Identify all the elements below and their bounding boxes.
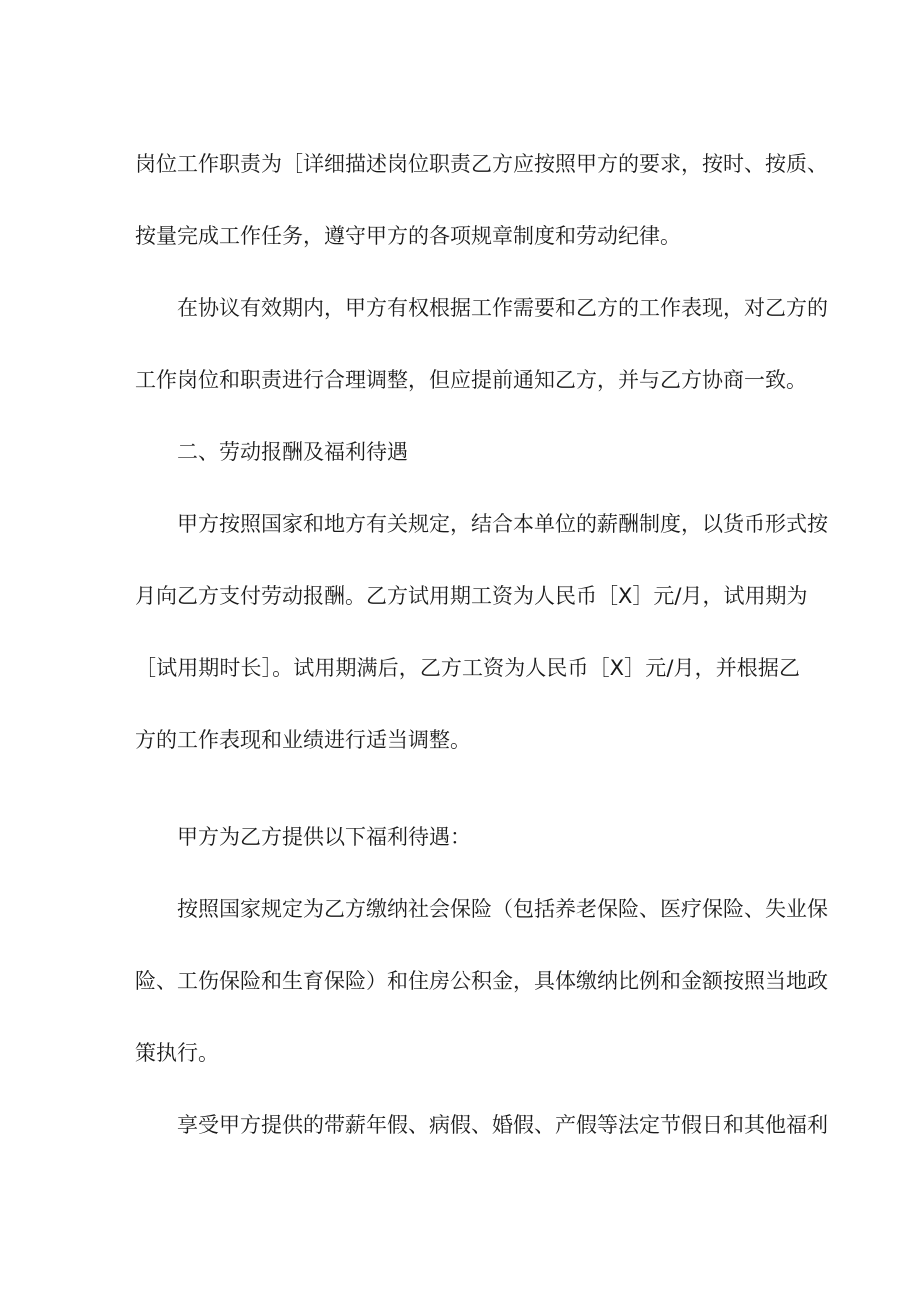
paragraph-line-leave-1: 享受甲方提供的带薪年假、病假、婚假、产假等法定节假日和其他福利 xyxy=(177,1113,828,1137)
paragraph-line-salary-1: 甲方按照国家和地方有关规定，结合本单位的薪酬制度，以货币形式按 xyxy=(177,512,828,536)
paragraph-line-insurance-2: 险、工伤保险和生育保险）和住房公积金，具体缴纳比例和金额按照当地政 xyxy=(135,969,828,993)
paragraph-line-insurance-1: 按照国家规定为乙方缴纳社会保险（包括养老保险、医疗保险、失业保 xyxy=(177,897,828,921)
paragraph-line-benefits-intro: 甲方为乙方提供以下福利待遇： xyxy=(177,825,471,849)
paragraph-line-job-duties-2: 按量完成工作任务，遵守甲方的各项规章制度和劳动纪律。 xyxy=(135,224,681,248)
paragraph-line-insurance-3: 策执行。 xyxy=(135,1041,219,1065)
paragraph-line-job-duties-1: 岗位工作职责为［详细描述岗位职责乙方应按照甲方的要求，按时、按质、 xyxy=(135,152,828,176)
paragraph-line-adjustment-1: 在协议有效期内，甲方有权根据工作需要和乙方的工作表现，对乙方的 xyxy=(177,296,828,320)
paragraph-line-salary-4: 方的工作表现和业绩进行适当调整。 xyxy=(135,728,471,752)
paragraph-line-salary-2: 月向乙方支付劳动报酬。乙方试用期工资为人民币［X］元/月，试用期为 xyxy=(135,584,808,608)
paragraph-line-salary-3: ［试用期时长］。试用期满后，乙方工资为人民币［X］元/月，并根据乙 xyxy=(135,656,800,680)
section-heading-compensation: 二、劳动报酬及福利待遇 xyxy=(177,440,408,464)
paragraph-line-adjustment-2: 工作岗位和职责进行合理调整，但应提前通知乙方，并与乙方协商一致。 xyxy=(135,368,807,392)
